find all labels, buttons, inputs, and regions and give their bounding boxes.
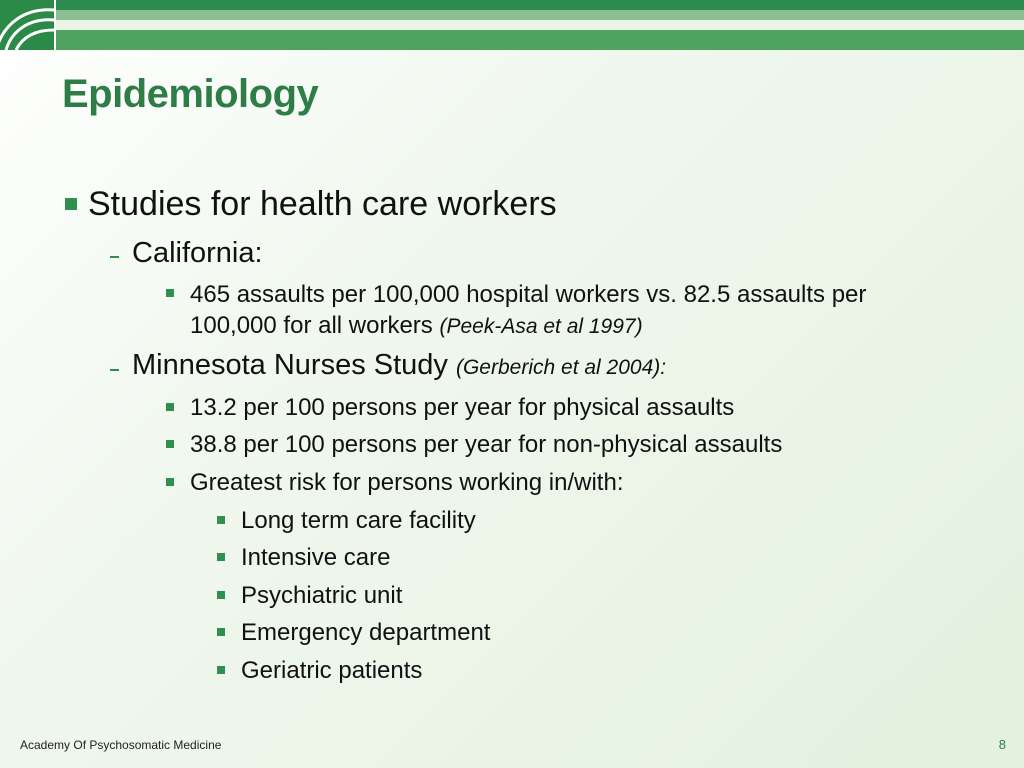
minnesota-label-text: Minnesota Nurses Study: [132, 349, 456, 381]
minnesota-item: Greatest risk for persons working in/with:: [190, 469, 624, 496]
minnesota-item: 38.8 per 100 persons per year for non-physical assaults: [190, 431, 783, 458]
bullet-square-icon: [166, 478, 174, 486]
bullet-square-icon: [166, 440, 174, 448]
dash-icon: [110, 256, 119, 258]
bullet-square-icon: [217, 666, 225, 674]
bullet-square-icon: [166, 403, 174, 411]
california-item-line1: 465 assaults per 100,000 hospital workers vs. 82.5 assaults per: [190, 281, 867, 308]
slide-title: Epidemiology: [62, 72, 319, 116]
bullet-studies: Studies for health care workers: [88, 185, 557, 223]
risk-item: Geriatric patients: [241, 657, 423, 684]
risk-item: Emergency department: [241, 619, 491, 646]
citation-peek-asa: (Peek-Asa et al 1997): [439, 315, 643, 338]
minnesota-item: 13.2 per 100 persons per year for physical assaults: [190, 394, 735, 421]
risk-item: Long term care facility: [241, 507, 476, 534]
bullet-square-icon: [217, 628, 225, 636]
bullet-square-icon: [217, 591, 225, 599]
california-label: California:: [132, 237, 263, 269]
bullet-square-icon: [217, 516, 225, 524]
risk-item: Psychiatric unit: [241, 582, 403, 609]
minnesota-label: [132, 349, 666, 382]
page-number: 8: [998, 737, 1006, 752]
california-item-line2: [190, 312, 643, 340]
risk-item: Intensive care: [241, 544, 391, 571]
california-item-text: 100,000 for all workers: [190, 312, 440, 339]
slide-footer: Academy Of Psychosomatic Medicine: [20, 738, 222, 752]
dash-icon: [110, 369, 119, 371]
bullet-square-icon: [65, 198, 77, 210]
bullet-square-icon: [166, 289, 174, 297]
citation-gerberich: (Gerberich et al 2004):: [455, 356, 667, 379]
bullet-square-icon: [217, 553, 225, 561]
